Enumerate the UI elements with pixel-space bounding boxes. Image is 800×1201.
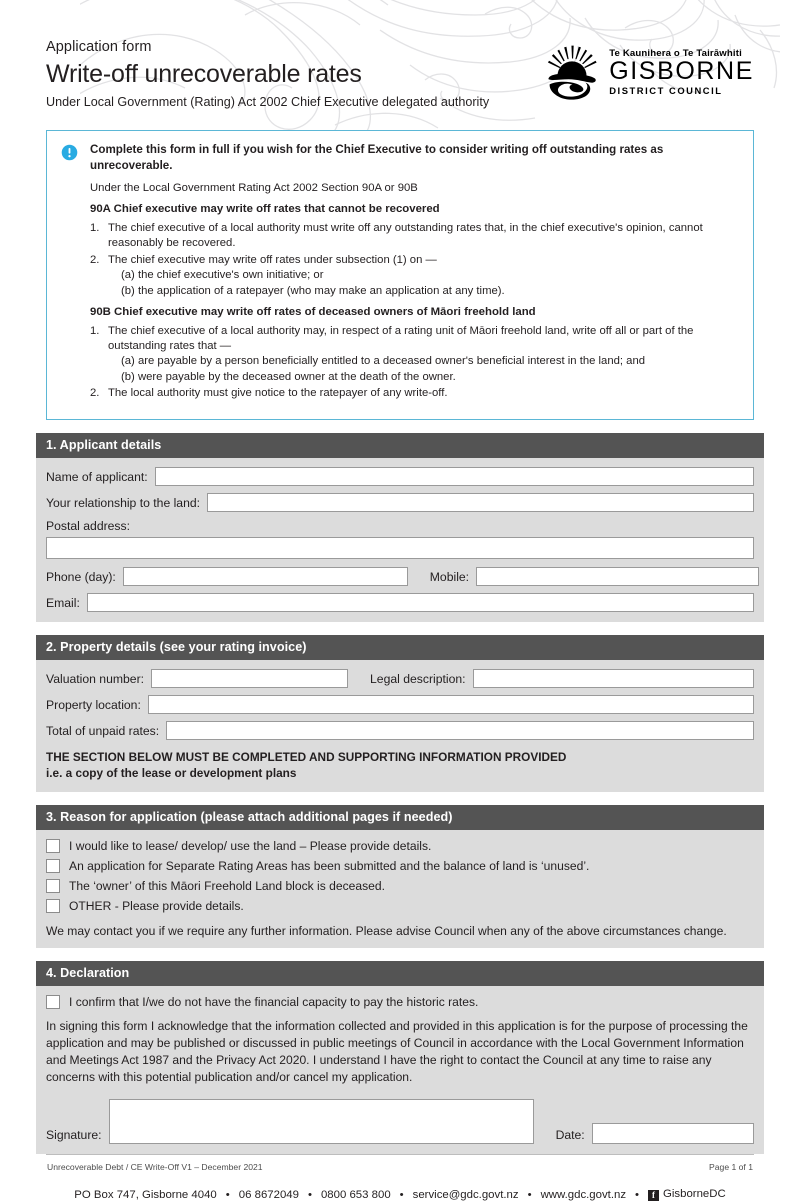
facebook-handle: GisborneDC — [663, 1188, 726, 1201]
declaration-confirm-label: I confirm that I/we do not have the financial capacity to pay the historic rates. — [69, 994, 479, 1009]
reason-option-label: The ‘owner’ of this Māori Freehold Land block is deceased. — [69, 878, 385, 893]
separator-dot: • — [399, 1188, 404, 1201]
name-of-applicant-input[interactable] — [155, 467, 754, 486]
list-number: 1. — [90, 324, 100, 337]
relationship-to-land-label: Your relationship to the land: — [46, 495, 201, 510]
property-location-input[interactable] — [148, 695, 754, 714]
reason-option-lease-develop[interactable] — [46, 839, 754, 853]
info-sublist — [108, 354, 739, 385]
mobile-label: Mobile: — [429, 569, 470, 584]
list-text: The chief executive of a local authority may, in respect of a rating unit of Māori freehold land, write off all or part of the outstanding rates that — — [108, 324, 694, 352]
sublist-item: (b) the application of a ratepayer (who may make an application at any time). — [121, 284, 505, 297]
phone-day-input[interactable] — [123, 567, 408, 586]
form-subtitle: Under Local Government (Rating) Act 2002 Chief Executive delegated authority — [46, 95, 490, 110]
section-body-applicant-details — [36, 458, 764, 622]
info-heading-90a: 90A Chief executive may write off rates that cannot be recovered — [90, 203, 440, 216]
field-row-name — [46, 467, 754, 486]
section-header-reason-for-application: 3. Reason for application (please attach additional pages if needed) — [36, 805, 764, 830]
section-body-reason-for-application — [36, 830, 764, 948]
warning-line-1: THE SECTION BELOW MUST BE COMPLETED AND SUPPORTING INFORMATION PROVIDED — [46, 750, 567, 765]
list-number: 2. — [90, 253, 100, 266]
field-row-relationship — [46, 493, 754, 512]
date-input[interactable] — [592, 1123, 754, 1144]
page-title: Write-off unrecoverable rates — [46, 59, 362, 88]
info-list-90a — [90, 221, 739, 299]
legal-description-label: Legal description: — [370, 671, 466, 686]
contact-address: PO Box 747, Gisborne 4040 — [74, 1188, 217, 1201]
field-row-unpaid-rates — [46, 721, 754, 740]
list-text: The local authority must give notice to the ratepayer of any write-off. — [108, 387, 448, 400]
page-number: Page 1 of 1 — [709, 1162, 753, 1173]
declaration-confirm-row[interactable] — [46, 995, 754, 1009]
section-header-property-details: 2. Property details (see your rating invoice) — [36, 635, 764, 660]
contact-freephone: 0800 653 800 — [320, 1188, 391, 1201]
separator-dot: • — [635, 1188, 640, 1201]
reason-option-other[interactable] — [46, 899, 754, 913]
list-text: The chief executive of a local authority must write off any outstanding rates that, in the chief executive's opinion, cannot reasonably be recovered. — [108, 222, 703, 250]
legal-description-input[interactable] — [473, 669, 754, 688]
separator-dot: • — [225, 1188, 230, 1201]
sublist-item: (a) the chief executive's own initiative; or — [121, 269, 324, 282]
contact-facebook[interactable] — [648, 1188, 726, 1201]
email-label: Email: — [46, 595, 80, 610]
postal-address-label: Postal address: — [46, 519, 131, 534]
separator-dot: • — [307, 1188, 312, 1201]
sublist-item: (b) were payable by the deceased owner at the death of the owner. — [121, 370, 456, 383]
reason-option-label: OTHER - Please provide details. — [69, 898, 244, 913]
info-heading-90b: 90B Chief executive may write off rates of deceased owners of Māori freehold land — [90, 305, 536, 318]
checkbox-owner-deceased[interactable] — [46, 879, 60, 893]
checkbox-financial-capacity[interactable] — [46, 995, 60, 1009]
total-unpaid-rates-label: Total of unpaid rates: — [46, 723, 160, 738]
list-item — [90, 253, 739, 299]
signature-label: Signature: — [46, 1128, 102, 1143]
list-item — [90, 324, 739, 385]
date-label: Date: — [555, 1128, 585, 1143]
contact-website[interactable]: www.gdc.govt.nz — [540, 1188, 627, 1201]
list-text: The chief executive may write off rates under subsection (1) on — — [108, 253, 437, 266]
checkbox-other[interactable] — [46, 899, 60, 913]
mobile-input[interactable] — [476, 567, 759, 586]
footer-meta — [46, 1154, 754, 1178]
logo-maori-name: Te Kaunihera o Te Tairāwhiti — [609, 47, 742, 59]
signature-row — [46, 1099, 754, 1144]
field-row-email — [46, 593, 754, 612]
info-exclamation-icon — [61, 144, 78, 161]
footer-contact-bar — [46, 1178, 754, 1201]
info-callout-box — [46, 130, 754, 420]
valuation-number-label: Valuation number: — [46, 671, 145, 686]
reason-option-label: I would like to lease/ develop/ use the land – Please provide details. — [69, 838, 432, 853]
logo-wordmark — [609, 49, 754, 96]
section-header-declaration: 4. Declaration — [36, 961, 764, 986]
postal-address-input[interactable] — [46, 537, 754, 559]
separator-dot: • — [527, 1188, 532, 1201]
field-row-valuation-legal — [46, 669, 754, 688]
signature-input[interactable] — [109, 1099, 534, 1144]
reason-option-owner-deceased[interactable] — [46, 879, 754, 893]
email-input[interactable] — [87, 593, 754, 612]
page-header — [0, 0, 800, 130]
declaration-paragraph: In signing this form I acknowledge that the information collected and provided in this application is for the purpose of processing the application and may be published or discussed in public meetings of Council in accordance with the Local Government Information and Meetings Act 1987 and the Privacy Act 2020. I understand I have the right to contact the Council at any time to raise any concerns with this potential publication and/or cancel my application. — [46, 1018, 748, 1085]
checkbox-separate-rating-areas[interactable] — [46, 859, 60, 873]
logo-subtitle: DISTRICT COUNCIL — [609, 84, 723, 96]
contact-email[interactable]: service@gdc.govt.nz — [412, 1188, 519, 1201]
facebook-icon: f — [648, 1190, 659, 1201]
info-sublist — [108, 268, 739, 299]
form-sections — [36, 433, 764, 1154]
logo-name: GISBORNE — [609, 57, 754, 86]
field-row-property-location — [46, 695, 754, 714]
phone-day-label: Phone (day): — [46, 569, 116, 584]
list-number: 2. — [90, 387, 100, 400]
info-callout-text — [90, 142, 739, 407]
sublist-item: (a) are payable by a person beneficially entitled to a deceased owner's beneficial interest in the land; and — [121, 355, 646, 368]
info-under-line: Under the Local Government Rating Act 2002 Section 90A or 90B — [90, 181, 418, 194]
contact-note: We may contact you if we require any further information. Please advise Council when any of the above circumstances change. — [46, 923, 727, 938]
section-header-applicant-details: 1. Applicant details — [36, 433, 764, 458]
header-text-block — [46, 38, 489, 109]
field-row-phone-mobile — [46, 567, 754, 586]
total-unpaid-rates-input[interactable] — [166, 721, 754, 740]
list-number: 1. — [90, 222, 100, 235]
section-body-declaration — [36, 986, 764, 1155]
info-lead-text: Complete this form in full if you wish for the Chief Executive to consider writing off outstanding rates as unrecoverable. — [90, 143, 664, 172]
list-item — [90, 386, 739, 401]
sun-koru-logo-icon — [544, 44, 600, 100]
warning-line-2: i.e. a copy of the lease or development plans — [46, 766, 297, 781]
list-item — [90, 221, 739, 252]
reason-option-separate-rating-areas[interactable] — [46, 859, 754, 873]
property-location-label: Property location: — [46, 697, 141, 712]
section-body-property-details — [36, 660, 764, 791]
reason-option-label: An application for Separate Rating Areas has been submitted and the balance of land is ‘unused’. — [69, 858, 590, 873]
valuation-number-input[interactable] — [151, 669, 348, 688]
supporting-info-warning — [46, 750, 754, 781]
relationship-to-land-input[interactable] — [207, 493, 754, 512]
info-list-90b — [90, 324, 739, 402]
document-reference: Unrecoverable Debt / CE Write-Off V1 – December 2021 — [47, 1162, 263, 1173]
form-kicker: Application form — [46, 39, 152, 55]
contact-phone: 06 8672049 — [238, 1188, 299, 1201]
name-of-applicant-label: Name of applicant: — [46, 469, 148, 484]
gisborne-district-council-logo — [544, 44, 754, 100]
checkbox-lease-develop[interactable] — [46, 839, 60, 853]
